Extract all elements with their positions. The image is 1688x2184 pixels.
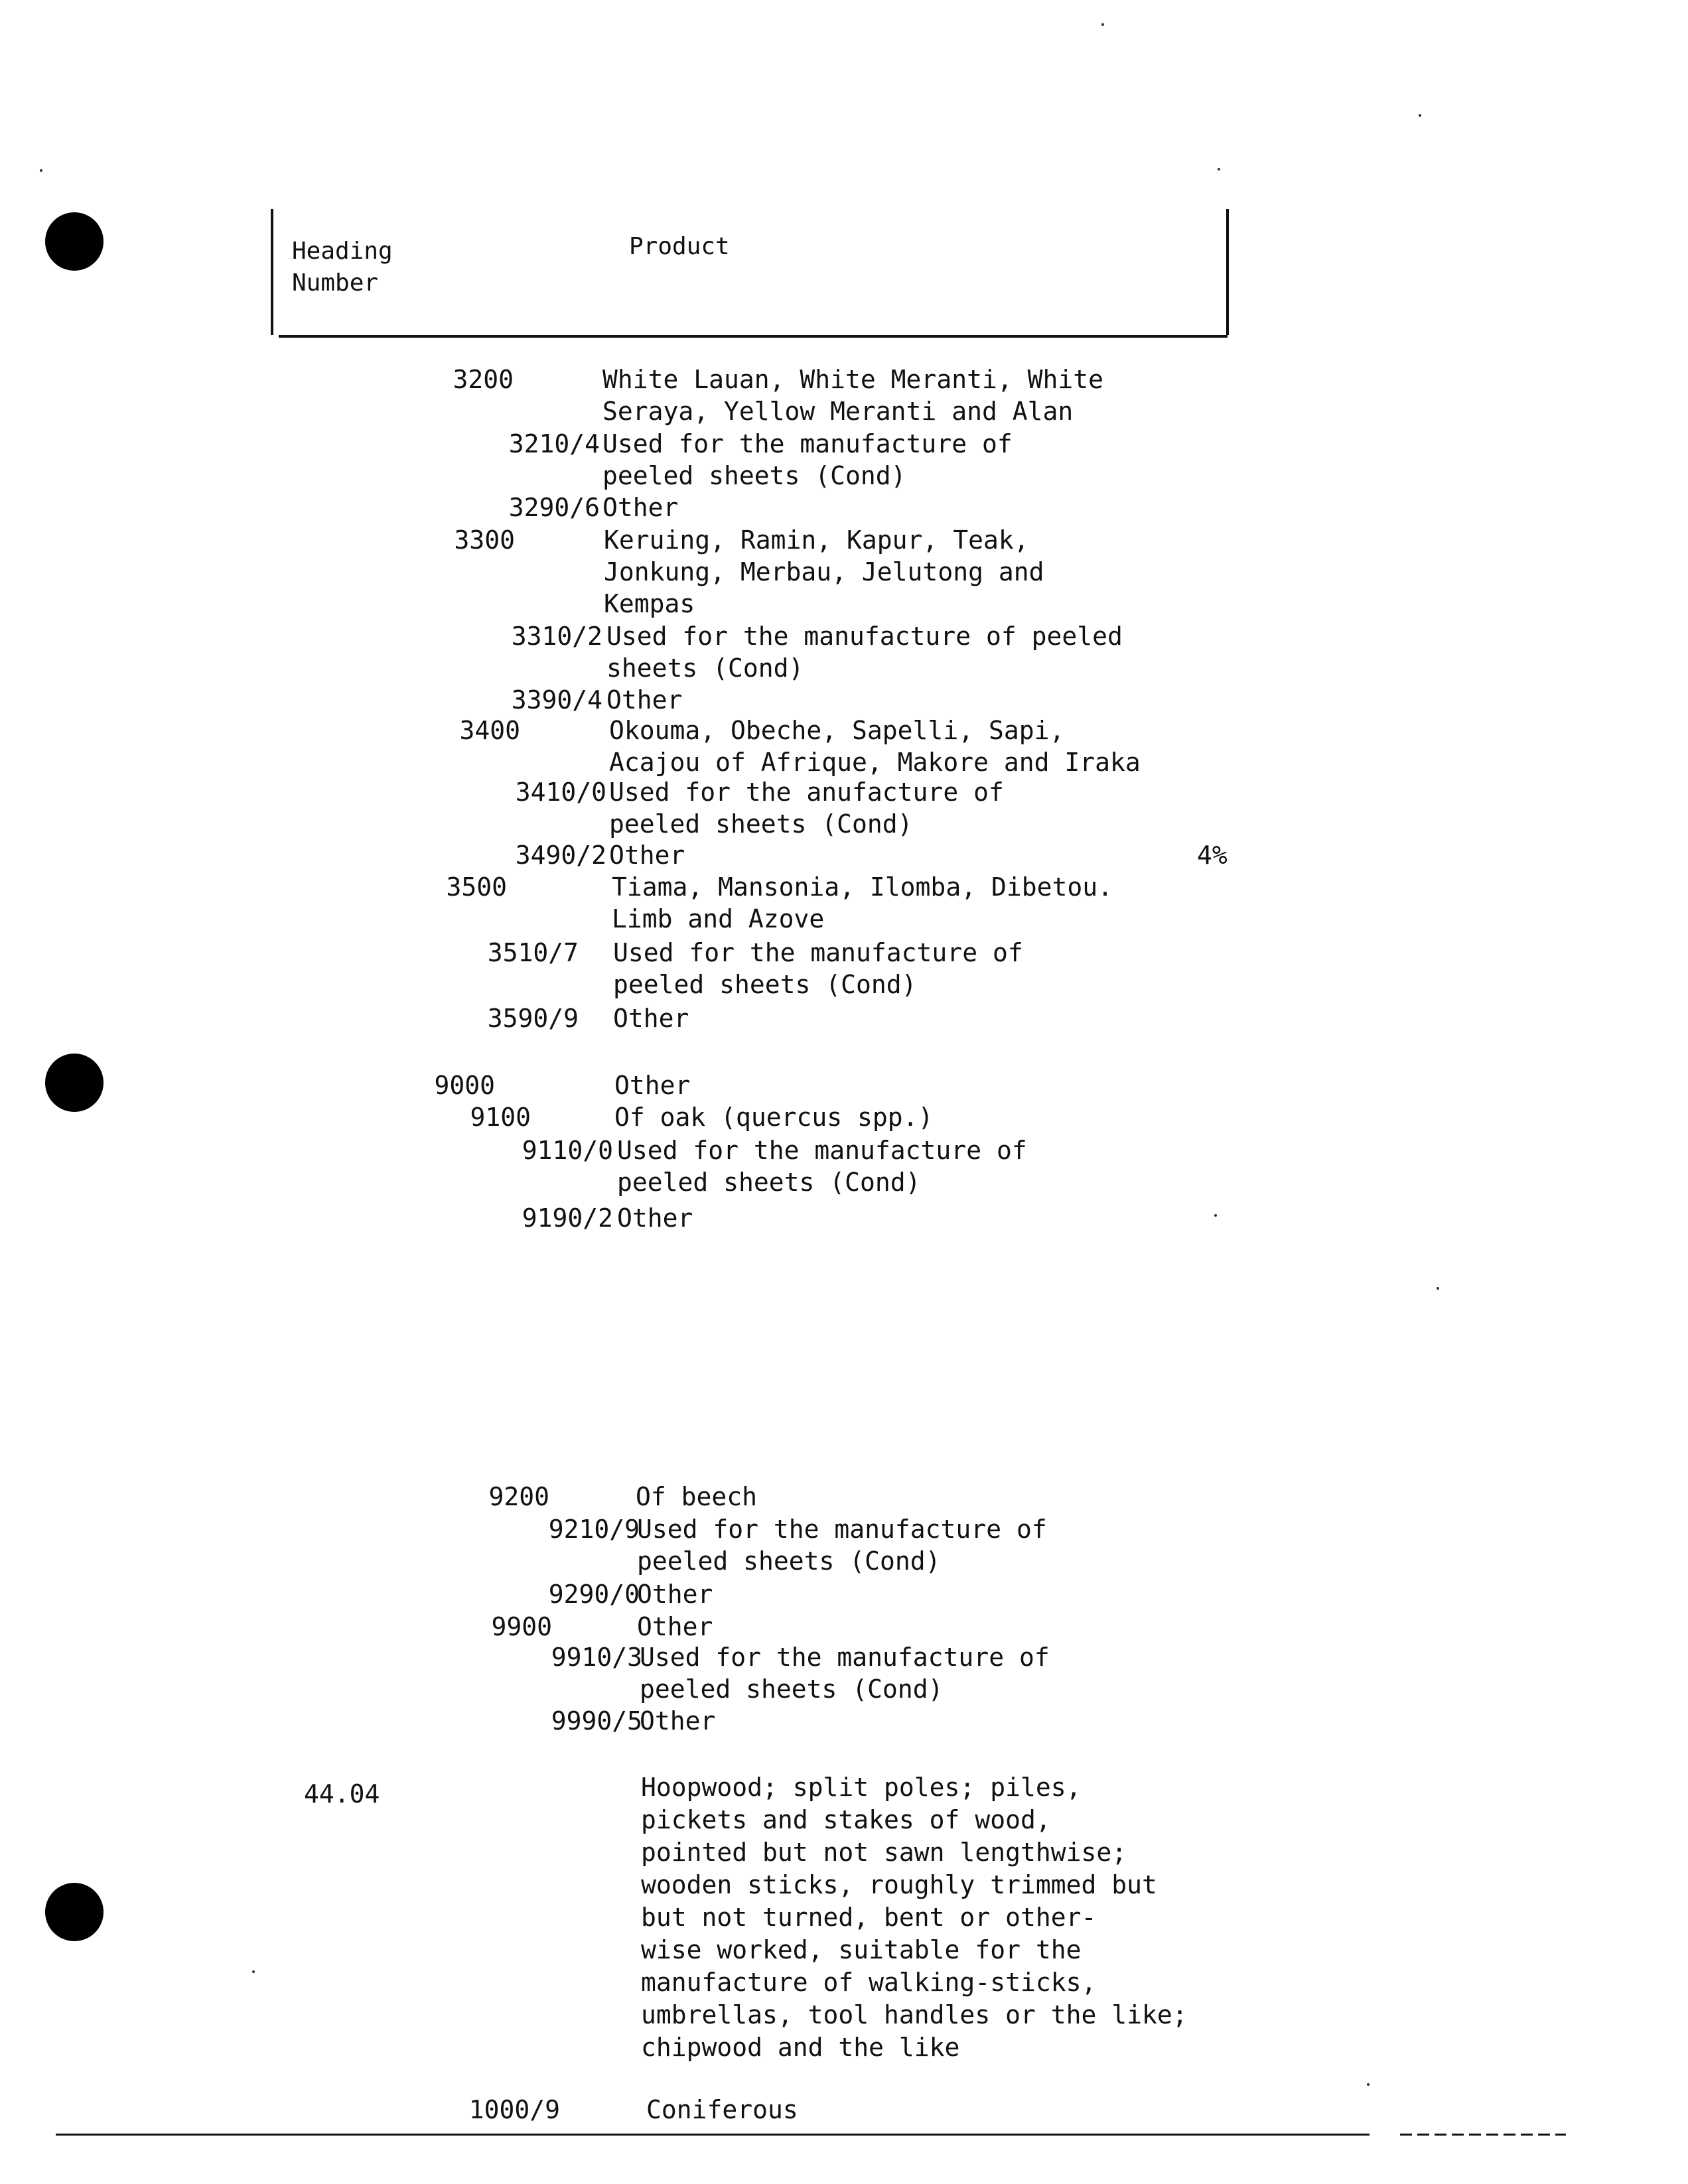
row-product: Coniferous bbox=[646, 2095, 798, 2124]
row-code: 3310/2 bbox=[511, 622, 602, 651]
row-product: Used for the manufacture of peeled sheets (Cond) bbox=[613, 938, 1023, 999]
scan-speck bbox=[1437, 1287, 1439, 1290]
row-product: Used for the manufacture of peeled sheets (Cond) bbox=[606, 622, 1123, 683]
row-code: 3410/0 bbox=[515, 778, 606, 807]
row-product: Keruing, Ramin, Kapur, Teak, Jonkung, Merbau, Jelutong and Kempas bbox=[604, 525, 1044, 618]
row-product: Other bbox=[609, 841, 685, 870]
scan-speck bbox=[1419, 114, 1421, 117]
row-product: Used for the manufacture of peeled sheets (Cond) bbox=[640, 1643, 1050, 1704]
row-code: 3210/4 bbox=[508, 429, 600, 458]
binder-hole-middle bbox=[45, 1054, 104, 1112]
row-code: 3590/9 bbox=[487, 1004, 579, 1033]
bottom-rule bbox=[56, 2134, 1370, 2136]
row-code: 3300 bbox=[454, 525, 515, 555]
product-label: Product bbox=[629, 233, 730, 260]
row-product: Other bbox=[602, 493, 679, 522]
bottom-rule-dashed bbox=[1400, 2134, 1566, 2136]
row-code: 3390/4 bbox=[511, 685, 602, 715]
row-product: Used for the manufacture of peeled sheets (Cond) bbox=[637, 1515, 1047, 1576]
header-rule bbox=[279, 335, 1228, 338]
scan-speck bbox=[252, 1970, 255, 1973]
row-code: 3500 bbox=[446, 872, 507, 902]
row-product: Used for the manufacture of peeled sheets (Cond) bbox=[602, 429, 1013, 490]
row-code: 9290/0 bbox=[548, 1580, 640, 1609]
row-code: 9910/3 bbox=[551, 1643, 642, 1672]
row-code: 3200 bbox=[453, 365, 514, 394]
scan-speck bbox=[1367, 2083, 1370, 2086]
row-product: Other bbox=[614, 1071, 691, 1100]
row-code: 3400 bbox=[459, 716, 520, 745]
row-product: Other bbox=[613, 1004, 689, 1033]
duty-rate: 4% bbox=[1197, 841, 1228, 870]
row-product: Other bbox=[640, 1706, 716, 1736]
binder-hole-top bbox=[45, 212, 104, 271]
row-product: Other bbox=[617, 1203, 693, 1233]
row-product: Okouma, Obeche, Sapelli, Sapi, Acajou of Afrique, Makore and Iraka bbox=[609, 716, 1141, 777]
row-product: Other bbox=[637, 1612, 713, 1641]
heading-number-4404: 44.04 bbox=[304, 1779, 380, 1809]
scan-speck bbox=[1218, 168, 1220, 171]
binder-hole-bottom bbox=[45, 1883, 104, 1941]
row-code: 9110/0 bbox=[522, 1136, 613, 1165]
row-product: Used for the anufacture of peeled sheets (Cond) bbox=[609, 778, 1004, 839]
scan-speck bbox=[40, 169, 42, 172]
heading-description-4404: Hoopwood; split poles; piles, pickets and stakes of wood, pointed but not sawn lengthwise; wooden sticks, roughly trimmed but but not turned, bent or other- wise worked, suitable for the manufacture of walking-sticks, umbrellas, tool handles or the like; chipwood and the like bbox=[641, 1773, 1188, 2062]
row-product: Tiama, Mansonia, Ilomba, Dibetou. Limb and Azove bbox=[612, 872, 1113, 933]
row-code: 1000/9 bbox=[468, 2095, 560, 2124]
row-product: Used for the manufacture of peeled sheets (Cond) bbox=[617, 1136, 1027, 1197]
row-code: 9100 bbox=[470, 1103, 531, 1132]
row-product: Of oak (quercus spp.) bbox=[614, 1103, 934, 1132]
column-header-box bbox=[271, 209, 1229, 335]
row-code: 3490/2 bbox=[515, 841, 606, 870]
row-product: Other bbox=[637, 1580, 713, 1609]
row-code: 9210/9 bbox=[548, 1515, 640, 1544]
row-product: Of beech bbox=[636, 1482, 758, 1511]
row-code: 9990/5 bbox=[551, 1706, 642, 1736]
row-product: Other bbox=[606, 685, 683, 715]
row-code: 9900 bbox=[491, 1612, 552, 1641]
row-code: 9000 bbox=[434, 1071, 495, 1100]
row-code: 3510/7 bbox=[487, 938, 579, 967]
row-product: White Lauan, White Meranti, White Seraya, Yellow Meranti and Alan bbox=[602, 365, 1103, 426]
scan-speck bbox=[1214, 1214, 1217, 1217]
row-code: 9200 bbox=[488, 1482, 549, 1511]
row-code: 9190/2 bbox=[522, 1203, 613, 1233]
scan-speck bbox=[1101, 23, 1104, 26]
heading-number-label: Heading Number bbox=[292, 238, 393, 297]
row-code: 3290/6 bbox=[508, 493, 600, 522]
